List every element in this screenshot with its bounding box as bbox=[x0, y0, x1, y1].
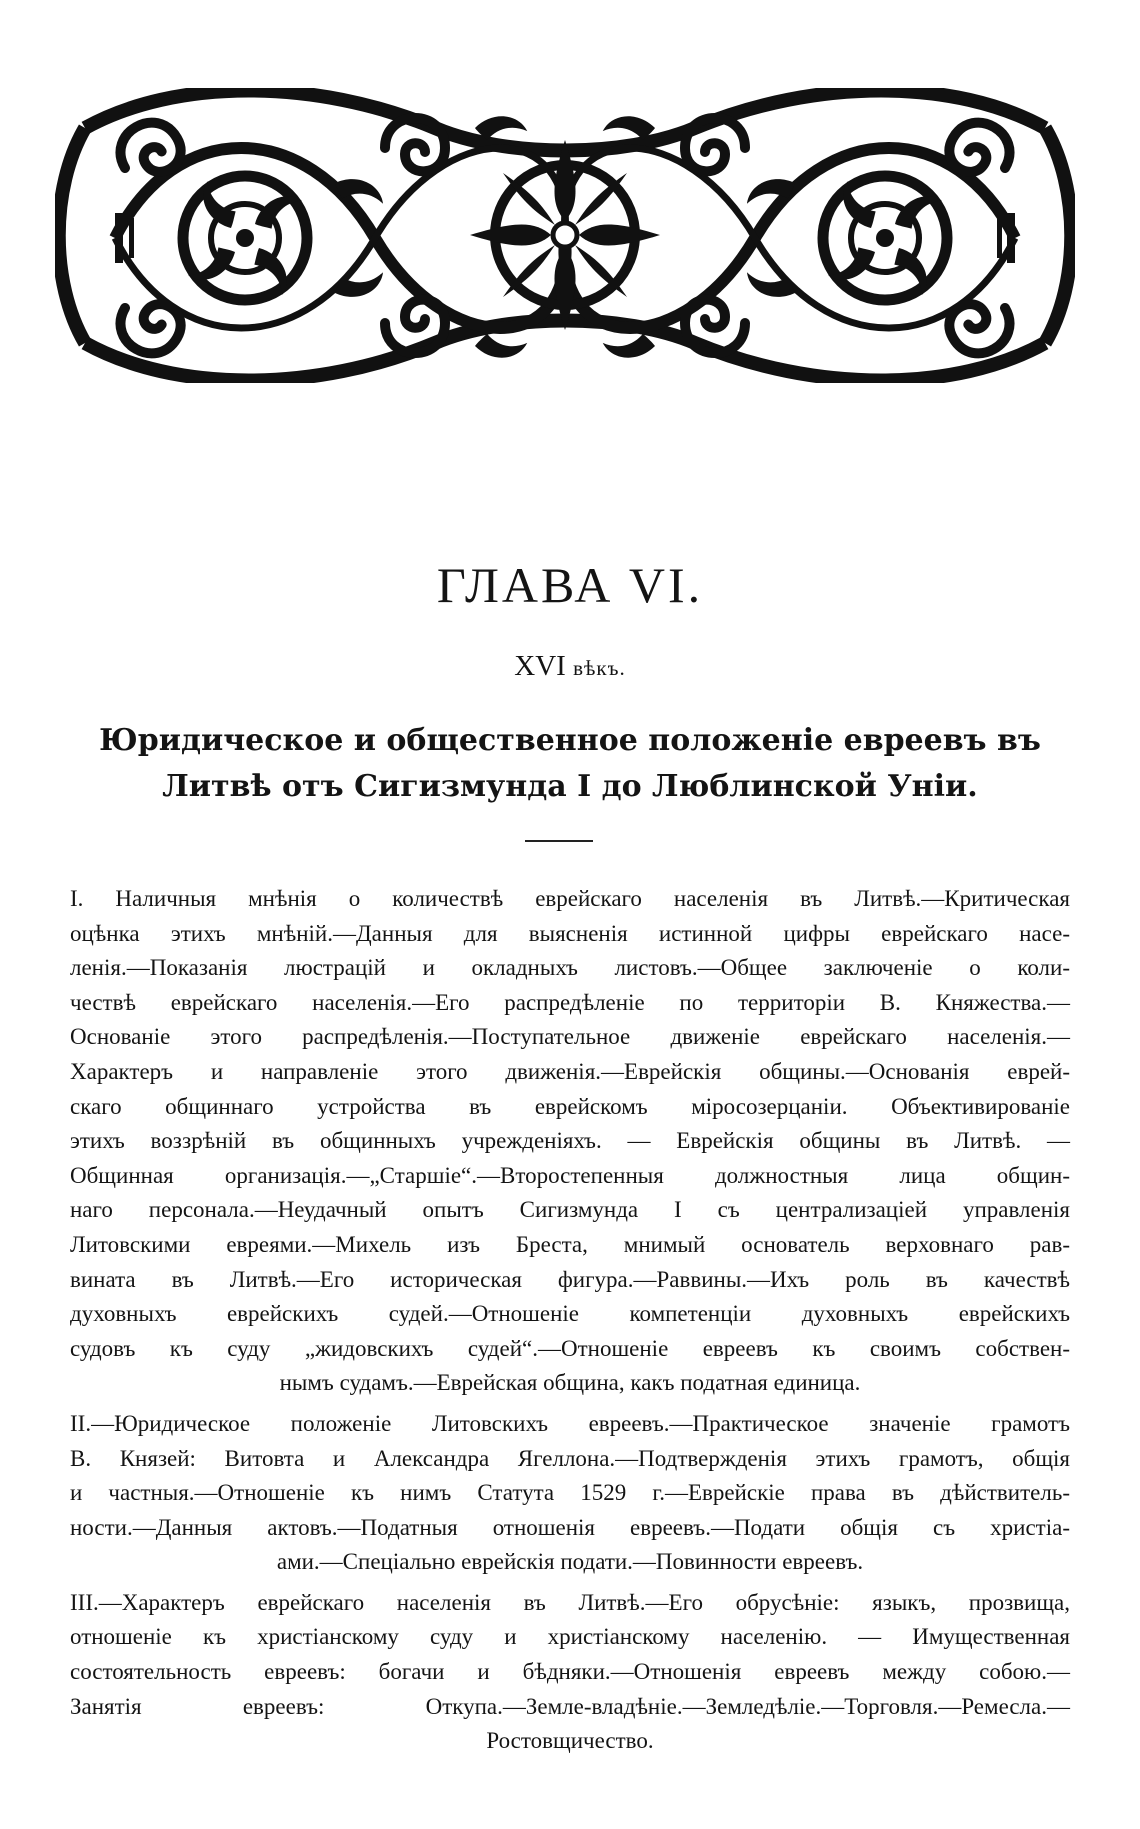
summary-line: ленiя.—Показанiя люстрацiй и окладныхъ листовъ.—Общее заключенiе о коли- bbox=[70, 955, 1070, 981]
summary-line: Характеръ и направленiе этого движенiя.—Еврейскiя общины.—Основанiя еврей- bbox=[70, 1058, 1070, 1084]
century-roman: XVI bbox=[514, 650, 566, 682]
summary-line: скаго общиннаго устройства въ еврейскомъ мiросозерцанiи. Объективированiе bbox=[70, 1093, 1070, 1119]
summary-line: этихъ воззрѣнiй въ общинныхъ учрежденiяхъ. — Еврейскiя общины въ Литвѣ. — bbox=[70, 1128, 1070, 1154]
century-word: вѣкъ. bbox=[573, 656, 626, 680]
century-label bbox=[0, 650, 1140, 683]
summary-section-2 bbox=[70, 1407, 1070, 1580]
summary-line: ами.—Спецiально еврейскiя подати.—Повинности евреевъ. bbox=[276, 1549, 864, 1575]
chapter-summary bbox=[70, 882, 1070, 1765]
summary-line: оцѣнка этихъ мнѣнiй.—Данныя для выясненiя истинной цифры еврейскаго насе- bbox=[70, 920, 1070, 946]
summary-line: нымъ судамъ.—Еврейская община, какъ податная единица. bbox=[279, 1370, 861, 1396]
summary-line: I. Наличныя мнѣнiя о количествѣ еврейскаго населенiя въ Литвѣ.—Критическая bbox=[70, 886, 1070, 911]
summary-line: Ростовщичество. bbox=[486, 1728, 654, 1754]
summary-line: Общинная организацiя.—„Старшiе“.—Второстепенныя должностныя лица общин- bbox=[70, 1162, 1070, 1188]
summary-line: III.—Характеръ еврейскаго населенiя въ Литвѣ.—Его обрусѣнiе: языкъ, прозвища, bbox=[70, 1589, 1070, 1615]
summary-line: состоятельность евреевъ: богачи и бѣдняки.—Отношенiя евреевъ между собою.— bbox=[70, 1659, 1070, 1685]
arabesque-headpiece-icon bbox=[55, 88, 1075, 383]
summary-line: Основанiе этого распредѣленiя.—Поступательное движенiе еврейскаго населенiя.— bbox=[70, 1024, 1070, 1050]
summary-line: чествѣ еврейскаго населенiя.—Его распредѣленiе по территорiи В. Княжества.— bbox=[70, 989, 1070, 1015]
summary-line: отношенiе къ христiанскому суду и христiанскому населенiю. — Имущественная bbox=[70, 1624, 1070, 1650]
summary-line: ности.—Данныя актовъ.—Податныя отношенiя евреевъ.—Подати общiя съ христiа- bbox=[70, 1514, 1070, 1540]
summary-line: судовъ къ суду „жидовскихъ судей“.—Отношенiе евреевъ къ своимъ собствен- bbox=[70, 1335, 1070, 1361]
chapter-title: ГЛАВА VI. bbox=[436, 557, 704, 613]
summary-line: В. Князей: Витовта и Александра Ягеллона.—Подтвержденiя этихъ грамотъ, общiя bbox=[70, 1445, 1070, 1471]
summary-line: и частныя.—Отношенiе къ нимъ Статута 1529 г.—Еврейскiе права въ дѣйствитель- bbox=[70, 1480, 1070, 1506]
summary-section-1 bbox=[70, 882, 1070, 1401]
summary-line: наго персонала.—Неудачный опытъ Сигизмунда I съ централизацiей управленiя bbox=[70, 1197, 1070, 1223]
chapter-heading bbox=[60, 718, 1080, 810]
divider bbox=[525, 840, 593, 842]
heading-line: Юридическое и общественное положенiе евреевъ въ bbox=[99, 723, 1041, 758]
summary-line: Литовскими евреями.—Михель изъ Бреста, мнимый основатель верховнаго рав- bbox=[70, 1231, 1070, 1257]
summary-line: вината въ Литвѣ.—Его историческая фигура.—Раввины.—Ихъ роль въ качествѣ bbox=[70, 1266, 1070, 1292]
heading-line: Литвѣ отъ Сигизмунда I до Люблинской Унiи. bbox=[162, 769, 978, 804]
summary-line: II.—Юридическое положенiе Литовскихъ евреевъ.—Практическое значенiе грамотъ bbox=[70, 1410, 1070, 1436]
summary-line: духовныхъ еврейскихъ судей.—Отношенiе компетенцiи духовныхъ еврейскихъ bbox=[70, 1301, 1070, 1327]
summary-line: Занятiя евреевъ: Откупа.—Земле-владѣнiе.—Земледѣлiе.—Торговля.—Ремесла.— bbox=[70, 1693, 1070, 1719]
summary-section-3 bbox=[70, 1586, 1070, 1759]
